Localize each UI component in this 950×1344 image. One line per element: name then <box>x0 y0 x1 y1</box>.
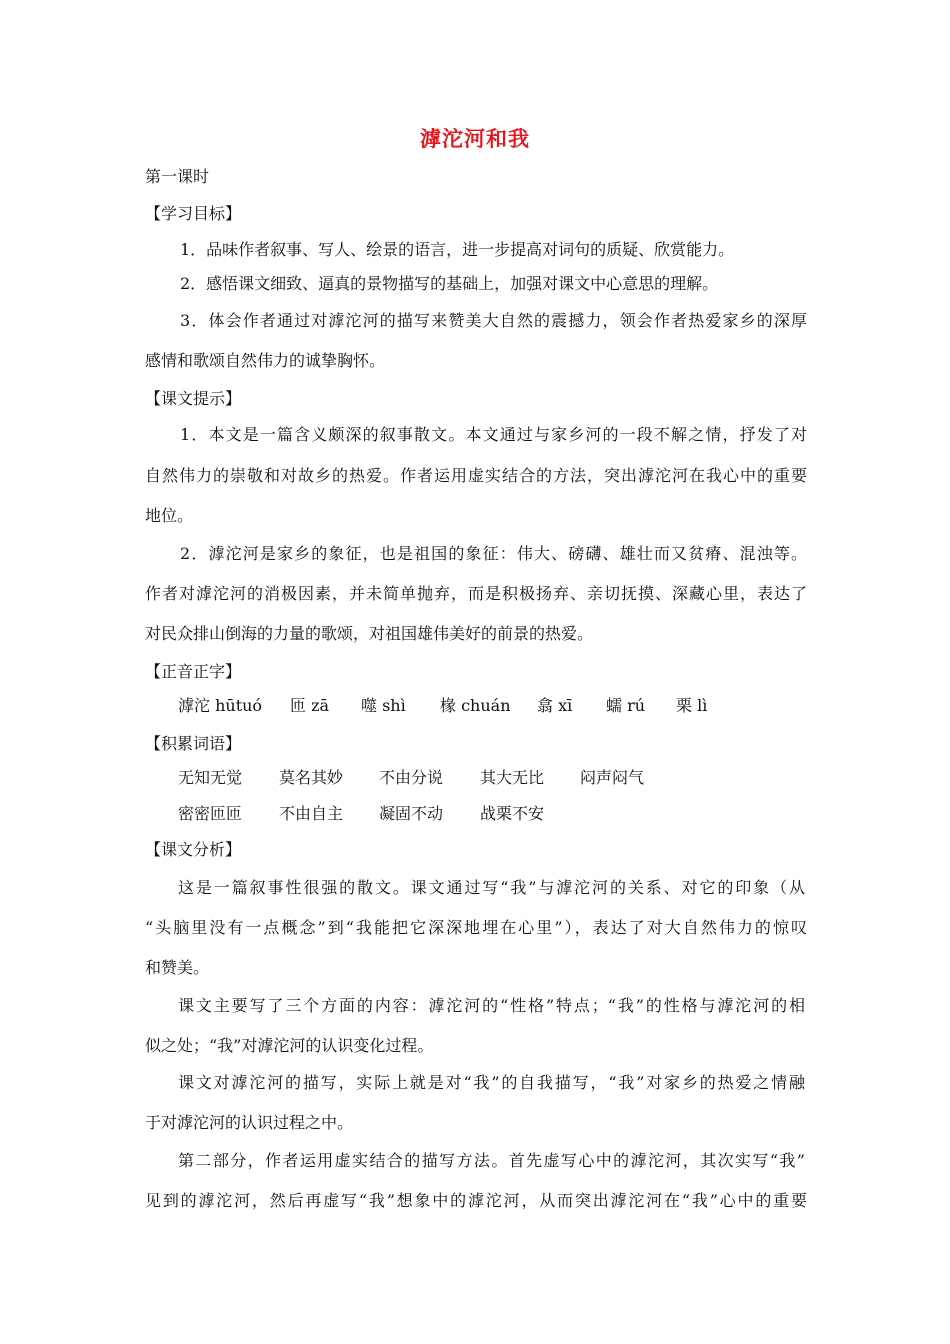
section-heading-vocab: 【积累词语】 <box>145 734 242 753</box>
vocab-item: 其大无比 <box>480 768 545 787</box>
pronunciation-item: 栗 lì <box>676 696 708 715</box>
vocab-item: 闷声闷气 <box>580 768 645 787</box>
tip-paragraph-line: 2．滹沱河是家乡的象征，也是祖国的象征：伟大、磅礴、雄壮而又贫瘠、混浊等。 <box>180 544 807 563</box>
section-heading-analysis: 【课文分析】 <box>145 840 242 859</box>
vocab-item: 无知无觉 <box>178 768 243 787</box>
pronunciation-item: 噬 shì <box>361 696 406 715</box>
analysis-paragraph-line: 课文主要写了三个方面的内容：滹沱河的“性格”特点；“我”的性格与滹沱河的相 <box>178 996 805 1015</box>
vocab-item: 不由自主 <box>279 804 344 823</box>
analysis-paragraph-line: 第二部分，作者运用虚实结合的描写方法。首先虚写心中的滹沱河，其次实写“我” <box>178 1151 805 1170</box>
document-title: 滹沱河和我 <box>420 126 530 151</box>
analysis-paragraph-line: 似之处；“我”对滹沱河的认识变化过程。 <box>145 1036 434 1055</box>
analysis-paragraph-line: 和赞美。 <box>145 958 210 977</box>
goal-item: 1．品味作者叙事、写人、绘景的语言，进一步提高对词句的质疑、欣赏能力。 <box>180 240 735 259</box>
analysis-paragraph-line: 这是一篇叙事性很强的散文。课文通过写“我”与滹沱河的关系、对它的印象（从 <box>178 878 805 897</box>
analysis-paragraph-line: “头脑里没有一点概念”到“我能把它深深地埋在心里”），表达了对大自然伟力的惊叹 <box>145 918 807 937</box>
analysis-paragraph-line: 于对滹沱河的认识过程之中。 <box>145 1113 354 1132</box>
tip-paragraph-line: 1．本文是一篇含义颇深的叙事散文。本文通过与家乡河的一段不解之情，抒发了对 <box>180 425 807 444</box>
vocab-item: 莫名其妙 <box>279 768 344 787</box>
tip-paragraph-line: 地位。 <box>145 506 194 525</box>
vocab-row <box>0 801 950 823</box>
tip-paragraph-line: 作者对滹沱河的消极因素，并未简单抛弃，而是积极扬弃、亲切抚摸、深藏心里，表达了 <box>145 584 807 603</box>
pronunciation-item: 椽 chuán <box>440 696 511 715</box>
tip-paragraph-line: 对民众排山倒海的力量的歌颂，对祖国雄伟美好的前景的热爱。 <box>145 624 594 643</box>
vocab-item: 凝固不动 <box>379 804 444 823</box>
pronunciation-item: 滹沱 hūtuó <box>178 696 263 715</box>
lesson-label: 第一课时 <box>145 167 210 186</box>
section-heading-tips: 【课文提示】 <box>145 389 242 408</box>
vocab-item: 不由分说 <box>379 768 444 787</box>
goal-item: 3．体会作者通过对滹沱河的描写来赞美大自然的震撼力，领会作者热爱家乡的深厚 <box>180 311 807 330</box>
vocab-row <box>0 765 950 787</box>
vocab-item: 战栗不安 <box>480 804 545 823</box>
pronunciation-item: 翕 xī <box>537 696 573 715</box>
goal-item-continued: 感情和歌颂自然伟力的诚挚胸怀。 <box>145 351 386 370</box>
section-heading-pronunciation: 【正音正字】 <box>145 662 242 681</box>
pronunciation-row <box>0 693 950 715</box>
vocab-item: 密密匝匝 <box>178 804 243 823</box>
pronunciation-item: 匝 zā <box>290 696 330 715</box>
analysis-paragraph-line: 课文对滹沱河的描写，实际上就是对“我”的自我描写，“我”对家乡的热爱之情融 <box>178 1073 805 1092</box>
goal-item: 2．感悟课文细致、逼真的景物描写的基础上，加强对课文中心意思的理解。 <box>180 274 719 293</box>
pronunciation-item: 蠕 rú <box>606 696 646 715</box>
analysis-paragraph-line: 见到的滹沱河，然后再虚写“我”想象中的滹沱河，从而突出滹沱河在“我”心中的重要 <box>145 1191 807 1210</box>
tip-paragraph-line: 自然伟力的崇敬和对故乡的热爱。作者运用虚实结合的方法，突出滹沱河在我心中的重要 <box>145 466 807 485</box>
section-heading-goals: 【学习目标】 <box>145 204 242 223</box>
